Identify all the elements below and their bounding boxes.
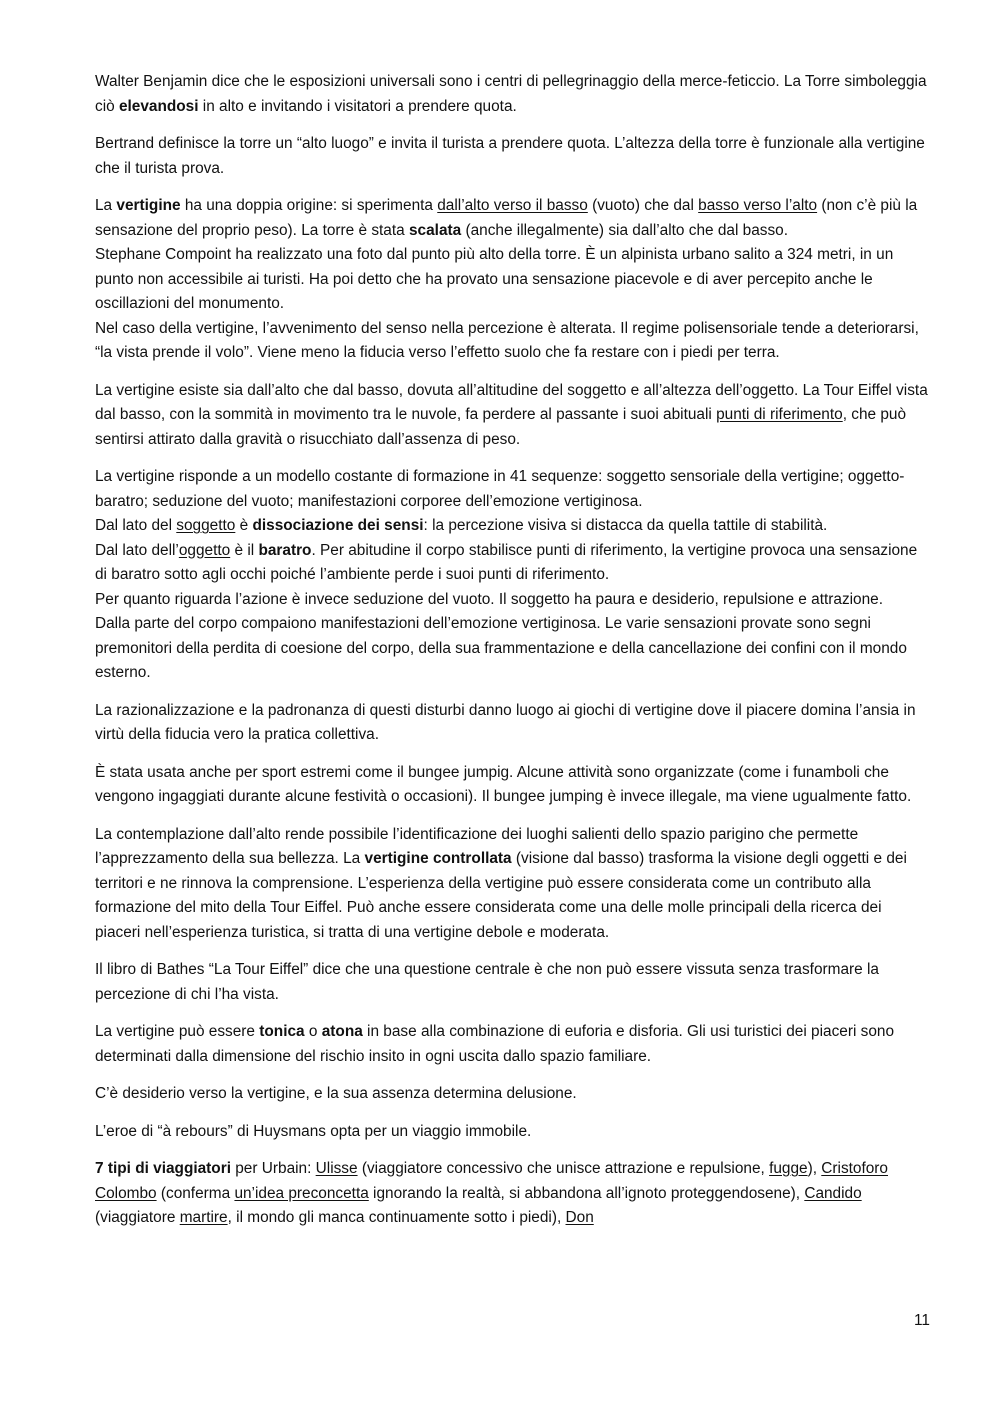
underlined-term: Cristoforo Colombo xyxy=(95,1160,888,1202)
underlined-term: fugge xyxy=(769,1160,808,1177)
underlined-term: dall’alto verso il basso xyxy=(437,197,588,214)
page-body xyxy=(95,70,930,1244)
paragraph-tonica-atona: La vertigine può essere tonica o atona in base alla combinazione di euforia e disforia. Gli usi turistici dei piaceri sono determinati dalla dimensione del rischio insito in ogni uscita dallo spazio familiare. xyxy=(95,1023,895,1065)
paragraph-bertrand: Bertrand definisce la torre un “alto luogo” e invita il turista a prendere quota. L’altezza della torre è funzionale alla vertigine che il turista prova. xyxy=(95,135,925,177)
bold-term: dissociazione dei sensi xyxy=(252,517,424,534)
bold-term: scalata xyxy=(408,221,462,239)
paragraph-razionalizzazione: La razionalizzazione e la padronanza di questi disturbi danno luogo ai giochi di vertigine dove il piacere domina l’ansia in virtù della fiducia vero la pratica collettiva. xyxy=(95,701,916,743)
bold-term: vertigine xyxy=(116,197,181,214)
underlined-term: punti di riferimento xyxy=(716,406,843,423)
bold-term: baratro xyxy=(258,541,312,559)
underlined-term: un’idea preconcetta xyxy=(234,1184,369,1202)
underlined-term: Ulisse xyxy=(315,1160,358,1177)
paragraph-benjamin: Walter Benjamin dice che le esposizioni universali sono i centri di pellegrinaggio della merce-feticcio. La Torre simboleggia ciò elevandosi in alto e invitando i visitatori a prendere quota. xyxy=(95,73,927,115)
paragraph-modello: La vertigine risponde a un modello costante di formazione in 41 sequenze: soggetto sensoriale della vertigine; oggetto-baratro; seduzione del vuoto; manifestazioni corporee dell’emozione vertiginosa. Dal lato del soggetto è dissociazione dei sensi: la percezione visiva si distacca da quella tattile di stabilità. Dal lato dell’oggetto è il baratro. Per abitudine il corpo stabilisce punti di riferimento, la vertigine provoca una sensazione di baratro sotto agli occhi poiché l’ambiente perde i suoi punti di riferimento. Per quanto riguarda l’azione è invece seduzione del vuoto. Il soggetto ha paura e desiderio, repulsione e attrazione. Dalla parte del corpo compaiono manifestazioni dell’emozione vertiginosa. Le varie sensazioni provate sono segni premonitori della perdita di coesione del corpo, della sua frammentazione e della cancellazione dei confini con il mondo esterno. xyxy=(95,468,918,681)
bold-term: atona xyxy=(321,1023,363,1040)
underlined-term: Don xyxy=(565,1209,594,1226)
paragraph-viaggiatori: 7 tipi di viaggiatori per Urbain: Ulisse (viaggiatore concessivo che unisce attrazione e repulsione, fugge), Cristoforo Colombo (conferma un’idea preconcetta ignorando la realtà, si abbandona all’ignoto proteggendosene), Candido (viaggiatore martire, il mondo gli manca continuamente sotto i piedi), Don xyxy=(95,1160,888,1226)
paragraph-alto-basso: La vertigine esiste sia dall’alto che dal basso, dovuta all’altitudine del soggetto e all’altezza dell’oggetto. La Tour Eiffel vista dal basso, con la sommità in movimento tra le nuvole, fa perdere al passante i suoi abituali punti di riferimento, che può sentirsi attirato dalla gravità o risucchiato dall’assenza di peso. xyxy=(95,381,928,448)
underlined-term: martire xyxy=(179,1209,228,1226)
page-number: 11 xyxy=(914,1312,930,1329)
underlined-term: soggetto xyxy=(176,517,236,534)
underlined-term: Candido xyxy=(804,1184,862,1202)
paragraph-sport-estremi: È stata usata anche per sport estremi come il bungee jumpig. Alcune attività sono organizzate (come i funamboli che vengono ingaggiati durante alcune festività o occasioni). Il bungee jumping è invece illegale, ma viene ugualmente fatto. xyxy=(95,763,912,805)
bold-term: tonica xyxy=(259,1023,305,1040)
paragraph-desiderio: C’è desiderio verso la vertigine, e la sua assenza determina delusione. xyxy=(95,1085,577,1102)
bold-term: elevandosi xyxy=(118,97,199,115)
paragraph-huysmans: L’eroe di “à rebours” di Huysmans opta per un viaggio immobile. xyxy=(95,1122,532,1140)
paragraph-vertigine-origine: La vertigine ha una doppia origine: si sperimenta dall’alto verso il basso (vuoto) che dal basso verso l’alto (non c’è più la sensazione del proprio peso). La torre è stata scalata (anche illegalmente) sia dall’alto che dal basso. Stephane Compoint ha realizzato una foto dal punto più alto della torre. È un alpinista urbano salito a 324 metri, in un punto non accessibile ai turisti. Ha poi detto che ha provato una sensazione piacevole e di aver percepito anche le oscillazioni del monumento. Nel caso della vertigine, l’avvenimento del senso nella percezione è alterata. Il regime polisensoriale tende a deteriorarsi, “la vista prende il volo”. Viene meno la fiducia verso l’effetto suolo che fa restare con i piedi per terra. xyxy=(95,197,919,361)
paragraph-contemplazione: La contemplazione dall’alto rende possibile l’identificazione dei luoghi salienti dello spazio parigino che permette l’apprezzamento della sua bellezza. La vertigine controllata (visione dal basso) trasforma la visione degli oggetti e dei territori e ne rinnova la comprensione. L’esperienza della vertigine può essere considerata come un contributo alla formazione del mito della Tour Eiffel. Può anche essere considerata come una delle molle principali della ricerca dei piaceri nell’esperienza turistica, si tratta di una vertigine debole e moderata. xyxy=(95,825,907,941)
paragraph-barthes: Il libro di Bathes “La Tour Eiffel” dice che una questione centrale è che non può essere vissuta senza trasformare la percezione di chi l’ha vista. xyxy=(95,961,879,1003)
bold-term: 7 tipi di viaggiatori xyxy=(95,1160,231,1177)
underlined-term: oggetto xyxy=(178,541,231,559)
underlined-term: basso verso l’alto xyxy=(698,197,818,214)
bold-term: vertigine controllata xyxy=(364,850,512,867)
